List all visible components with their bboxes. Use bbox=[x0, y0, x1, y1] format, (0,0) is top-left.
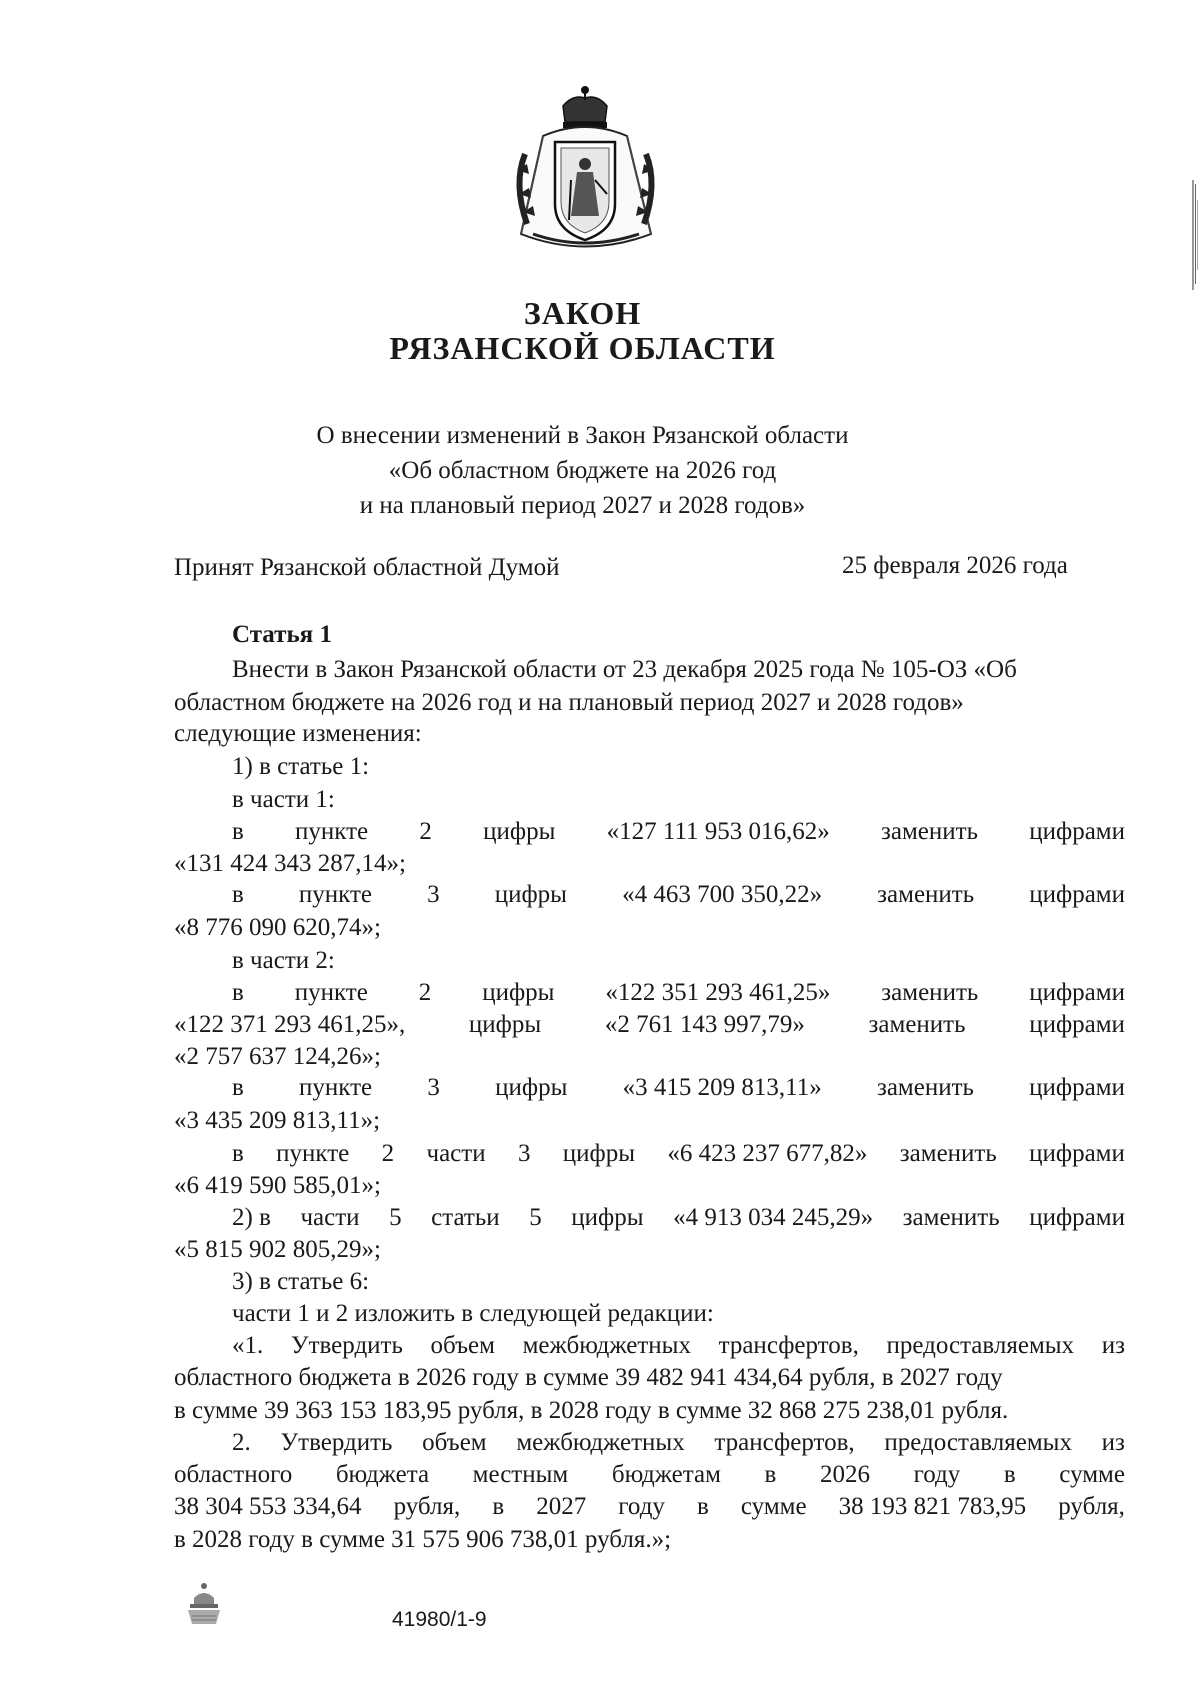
item-1: 1) в статье 1: bbox=[232, 753, 370, 780]
word: цифрами bbox=[1029, 1074, 1125, 1101]
quote-2-line bbox=[232, 1428, 1125, 1458]
quote-1-line-3: в сумме 39 363 153 183,95 рубля, в 2028 году в сумме 32 868 275 238,01 рубля. bbox=[174, 1397, 1009, 1424]
word: сумме bbox=[1059, 1461, 1125, 1488]
quote-2-line-4: в 2028 году в сумме 31 575 906 738,01 рубля.»; bbox=[174, 1526, 672, 1553]
word: 2026 bbox=[819, 1461, 870, 1488]
word: объем bbox=[430, 1332, 495, 1359]
scan-edge-marks bbox=[1190, 180, 1200, 290]
part2-point2-continuation bbox=[174, 1010, 1125, 1040]
word: цифрами bbox=[1029, 1011, 1125, 1038]
word: году bbox=[913, 1461, 961, 1488]
item-3: 3) в статье 6: bbox=[232, 1268, 370, 1295]
word: сумме bbox=[740, 1493, 807, 1520]
word: 5 bbox=[389, 1204, 402, 1231]
word: 2 bbox=[419, 818, 432, 845]
word: цифры bbox=[571, 1204, 644, 1231]
word: в bbox=[764, 1461, 777, 1488]
part-2-heading: в части 2: bbox=[232, 947, 335, 974]
document-code: 41980/1-9 bbox=[392, 1608, 487, 1631]
word: 2 bbox=[418, 979, 432, 1006]
word: цифрами bbox=[1029, 1140, 1125, 1167]
amount: «122 371 293 461,25», bbox=[174, 1011, 406, 1038]
word: межбюджетных bbox=[522, 1332, 691, 1359]
law-subtitle-line-3: и на плановый период 2027 и 2028 годов» bbox=[359, 492, 806, 519]
word: областного bbox=[174, 1461, 293, 1488]
word: 2. bbox=[232, 1429, 251, 1456]
word: цифры bbox=[483, 818, 556, 845]
intro-line: следующие изменения: bbox=[174, 720, 422, 747]
word: заменить bbox=[868, 1011, 966, 1038]
amount: «6 423 237 677,82» bbox=[667, 1140, 868, 1167]
word: 3 bbox=[427, 1074, 440, 1101]
word: в bbox=[232, 1140, 244, 1167]
amount-continuation: «5 815 902 805,29»; bbox=[174, 1236, 381, 1263]
part1-point3-line bbox=[232, 880, 1125, 910]
word: рубля, bbox=[1058, 1493, 1125, 1520]
word: пункте bbox=[276, 1140, 350, 1167]
word: в bbox=[492, 1493, 505, 1520]
word: заменить bbox=[876, 1074, 974, 1101]
word: Утвердить bbox=[280, 1429, 393, 1456]
word: в bbox=[232, 979, 244, 1006]
coat-of-arms-emblem bbox=[503, 84, 668, 259]
word: цифры bbox=[562, 1140, 636, 1167]
part-1-heading: в части 1: bbox=[232, 786, 335, 813]
word: из bbox=[1101, 1429, 1125, 1456]
word: цифры bbox=[468, 1011, 542, 1038]
law-title: ЗАКОН bbox=[523, 295, 642, 331]
word: бюджета bbox=[335, 1461, 430, 1488]
word: пункте bbox=[299, 1074, 373, 1101]
word: 3 bbox=[427, 881, 440, 908]
word: трансфертов, bbox=[718, 1332, 859, 1359]
word: статьи bbox=[431, 1204, 500, 1231]
word: в bbox=[232, 881, 244, 908]
word: пункте bbox=[295, 818, 369, 845]
part3-line bbox=[232, 1139, 1125, 1169]
word: Утвердить bbox=[290, 1332, 403, 1359]
amount: «127 111 953 016,62» bbox=[606, 818, 830, 845]
amount: 38 304 553 334,64 bbox=[174, 1493, 362, 1520]
word: пункте bbox=[294, 979, 368, 1006]
word: пункте bbox=[298, 881, 373, 908]
adoption-date: 25 февраля 2026 года bbox=[842, 552, 1068, 579]
part1-point2-line bbox=[232, 817, 1125, 847]
quote-1-line-2: областного бюджета в 2026 году в сумме 39 482 941 434,64 рубля, в 2027 году bbox=[174, 1364, 1003, 1391]
word: трансфертов, bbox=[714, 1429, 855, 1456]
word: заменить bbox=[877, 881, 975, 908]
word: цифры bbox=[482, 979, 555, 1006]
word: предоставляемых bbox=[884, 1429, 1072, 1456]
word: местным bbox=[472, 1461, 569, 1488]
word: в bbox=[232, 1074, 244, 1101]
law-subtitle-line-2: «Об областном бюджете на 2026 год bbox=[388, 457, 777, 484]
word: 2027 bbox=[536, 1493, 587, 1520]
word: части bbox=[300, 1204, 360, 1231]
word: заменить bbox=[902, 1204, 1000, 1231]
amount-continuation: «8 776 090 620,74»; bbox=[174, 914, 381, 941]
item-2-line bbox=[232, 1203, 1125, 1233]
amount: «4 913 034 245,29» bbox=[673, 1204, 874, 1231]
amount-continuation: «6 419 590 585,01»; bbox=[174, 1172, 381, 1199]
article-heading: Статья 1 bbox=[232, 621, 332, 648]
word: заменить bbox=[881, 818, 978, 845]
footer-crown-logo bbox=[180, 1580, 228, 1628]
part2-point2-line bbox=[232, 978, 1125, 1008]
word: из bbox=[1101, 1332, 1125, 1359]
intro-line: областном бюджете на 2026 год и на плановый период 2027 и 2028 годов» bbox=[174, 689, 964, 716]
word: цифрами bbox=[1029, 979, 1125, 1006]
quote-1-line bbox=[232, 1331, 1125, 1361]
word: «1. bbox=[232, 1332, 264, 1359]
word: заменить bbox=[881, 979, 979, 1006]
amount-continuation: «2 757 637 124,26»; bbox=[174, 1043, 381, 1070]
word: в bbox=[1003, 1461, 1016, 1488]
word: цифры bbox=[494, 881, 567, 908]
amount: «4 463 700 350,22» bbox=[622, 881, 823, 908]
word: цифрами bbox=[1029, 1204, 1125, 1231]
word: 3 bbox=[517, 1140, 531, 1167]
quote-2-line-2 bbox=[174, 1460, 1125, 1490]
amount: «122 351 293 461,25» bbox=[605, 979, 831, 1006]
word: части bbox=[426, 1140, 486, 1167]
intro-line: Внести в Закон Рязанской области от 23 декабря 2025 года № 105-ОЗ «Об bbox=[232, 656, 1017, 683]
word: межбюджетных bbox=[516, 1429, 685, 1456]
amount: «3 415 209 813,11» bbox=[622, 1074, 822, 1101]
word: бюджетам bbox=[611, 1461, 721, 1488]
amount-continuation: «131 424 343 287,14»; bbox=[174, 850, 406, 877]
word: 2) в bbox=[232, 1204, 271, 1231]
word: объем bbox=[422, 1429, 487, 1456]
word: году bbox=[618, 1493, 665, 1520]
amount-continuation: «3 435 209 813,11»; bbox=[174, 1107, 381, 1134]
word: 5 bbox=[529, 1204, 542, 1231]
amount: «2 761 143 997,79» bbox=[604, 1011, 805, 1038]
word: 2 bbox=[381, 1140, 395, 1167]
item-3-text: части 1 и 2 изложить в следующей редакции: bbox=[232, 1300, 714, 1327]
word: предоставляемых bbox=[886, 1332, 1075, 1359]
law-subtitle-line-1: О внесении изменений в Закон Рязанской области bbox=[316, 422, 849, 449]
part2-point3-line bbox=[232, 1073, 1125, 1103]
word: заменить bbox=[899, 1140, 997, 1167]
amount: 38 193 821 783,95 bbox=[838, 1493, 1027, 1520]
quote-2-line-3 bbox=[174, 1492, 1125, 1522]
word: цифрами bbox=[1029, 881, 1125, 908]
word: в bbox=[232, 818, 244, 845]
word: цифрами bbox=[1029, 818, 1125, 845]
word: цифры bbox=[495, 1074, 568, 1101]
law-region: РЯЗАНСКОЙ ОБЛАСТИ bbox=[389, 330, 776, 366]
word: в bbox=[697, 1493, 709, 1520]
word: рубля, bbox=[393, 1493, 461, 1520]
adoption-label: Принят Рязанской областной Думой bbox=[174, 554, 560, 581]
